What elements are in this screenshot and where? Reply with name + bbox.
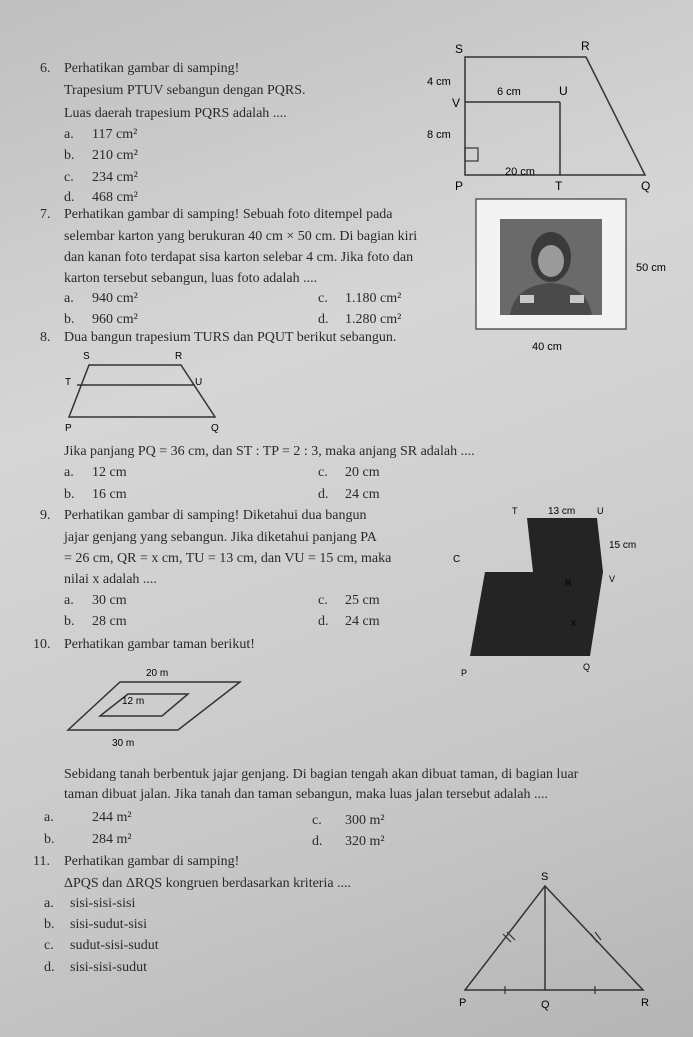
question-text: Perhatikan gambar di samping!: [64, 61, 240, 76]
question-text: selembar karton yang berukuran 40 cm × 50 cm. Di bagian kiri: [64, 229, 418, 244]
option-letter: b.: [64, 148, 75, 163]
trapezoid-pqrs: [69, 365, 215, 417]
length-inner: 12 m: [122, 696, 145, 707]
vertex-s: S: [455, 42, 464, 56]
length-pt: 20 cm: [505, 166, 535, 178]
photo-face: [538, 245, 564, 277]
length-vu: 6 cm: [497, 86, 521, 98]
option-letter: d.: [318, 487, 329, 502]
garden-figure: [60, 660, 280, 752]
option-letter: d.: [312, 834, 323, 849]
triangle-psr: [465, 886, 643, 990]
length-sv: 4 cm: [427, 76, 451, 88]
option-letter: c.: [318, 465, 328, 480]
question-number: 11.: [33, 854, 50, 869]
question-text: Jika panjang PQ = 36 cm, dan ST : TP = 2 : 3, maka anjang SR adalah ....: [64, 444, 475, 459]
option-letter: a.: [44, 810, 54, 825]
vertex-q: Q: [541, 999, 550, 1011]
option-text: 320 m²: [345, 834, 385, 849]
vertex-p: P: [65, 423, 72, 434]
right-angle-mark: [465, 148, 478, 161]
option-letter: d.: [318, 312, 329, 327]
option-text: 20 cm: [345, 465, 380, 480]
vertex-s: S: [541, 871, 549, 883]
small-parallelogram: [527, 518, 603, 572]
large-parallelogram: [470, 572, 603, 656]
option-letter: b.: [64, 614, 75, 629]
question-text: Perhatikan gambar di samping! Sebuah foto ditempel pada: [64, 207, 393, 222]
vertex-q: Q: [211, 423, 219, 434]
vertex-t: T: [555, 179, 563, 193]
trapezoid-pair-figure: [55, 345, 235, 437]
height-label: 50 cm: [636, 262, 666, 274]
question-text: karton tersebut sebangun, luas foto adalah ....: [64, 271, 318, 286]
vertex-p: P: [461, 668, 468, 678]
vertex-t: T: [65, 377, 72, 388]
option-letter: c.: [64, 170, 74, 185]
vertex-p: P: [455, 179, 464, 193]
length-bottom: 30 m: [112, 738, 135, 749]
question-number: 7.: [40, 207, 51, 222]
option-letter: d.: [318, 614, 329, 629]
length-vu: 15 cm: [609, 540, 637, 551]
option-text: 24 cm: [345, 614, 380, 629]
vertex-u: U: [559, 84, 568, 98]
vertex-u: U: [597, 506, 604, 516]
question-number: 6.: [40, 61, 51, 76]
option-text: 12 cm: [92, 465, 127, 480]
option-text: 117 cm²: [92, 127, 138, 142]
length-tu: 13 cm: [548, 506, 576, 517]
length-top: 20 m: [146, 668, 169, 679]
option-letter: c.: [318, 593, 328, 608]
vertex-s: S: [83, 351, 90, 362]
option-letter: d.: [64, 190, 75, 205]
option-letter: c.: [312, 813, 322, 828]
option-letter: a.: [64, 291, 74, 306]
option-text: 468 cm²: [92, 190, 138, 205]
option-text: 1.180 cm²: [345, 291, 402, 306]
question-number: 9.: [40, 508, 51, 523]
option-letter: c.: [318, 291, 328, 306]
parallelogram-pair-figure: [425, 500, 665, 685]
question-text: taman dibuat jalan. Jika tanah dan taman sebangun, maka luas jalan tersebut adalah ....: [64, 787, 548, 802]
option-letter: b.: [44, 832, 55, 847]
vertex-r: R: [641, 997, 649, 1009]
vertex-c: C: [453, 554, 461, 565]
option-text: 300 m²: [345, 813, 385, 828]
trapezoid-pqrs: [465, 57, 645, 175]
question-text: Luas daerah trapesium PQRS adalah ....: [64, 106, 287, 121]
vertex-q: Q: [583, 662, 591, 672]
vertex-v: V: [452, 96, 461, 110]
option-text: sudut-sisi-sudut: [70, 938, 159, 953]
option-text: 28 cm: [92, 614, 127, 629]
vertex-r: R: [581, 39, 590, 53]
option-text: sisi-sudut-sisi: [70, 917, 148, 932]
photo-badge: [570, 295, 584, 303]
question-number: 10.: [33, 637, 51, 652]
option-text: 284 m²: [92, 832, 132, 847]
question-text: Perhatikan gambar di samping! Diketahui dua bangun: [64, 508, 367, 523]
option-letter: b.: [64, 487, 75, 502]
option-text: 24 cm: [345, 487, 380, 502]
trapezoid-figure: [415, 35, 675, 195]
option-text: 16 cm: [92, 487, 127, 502]
option-letter: a.: [44, 896, 54, 911]
option-text: sisi-sisi-sudut: [70, 960, 148, 975]
tick-mark: [595, 932, 601, 940]
option-letter: b.: [44, 917, 55, 932]
triangle-figure: [445, 868, 665, 1018]
question-text: Perhatikan gambar di samping!: [64, 854, 240, 869]
option-text: 960 cm²: [92, 312, 138, 327]
photo-cardboard-figure: [470, 195, 685, 360]
question-text: Perhatikan gambar taman berikut!: [64, 637, 255, 652]
question-text: Dua bangun trapesium TURS dan PQUT berikut sebangun.: [64, 330, 397, 345]
option-text: sisi-sisi-sisi: [70, 896, 136, 911]
option-letter: b.: [64, 312, 75, 327]
option-letter: c.: [44, 938, 54, 953]
vertex-v: V: [609, 574, 616, 584]
question-text: ΔPQS dan ΔRQS kongruen berdasarkan kriteria ....: [64, 876, 352, 891]
question-text: dan kanan foto terdapat sisa karton selebar 4 cm. Jika foto dan: [64, 250, 414, 265]
option-letter: a.: [64, 127, 74, 142]
vertex-u: U: [195, 377, 203, 388]
vertex-r: R: [175, 351, 183, 362]
land-parallelogram: [68, 682, 240, 730]
option-letter: a.: [64, 593, 74, 608]
question-text: jajar genjang yang sebangun. Jika diketahui panjang PA: [64, 530, 377, 545]
question-text: Trapesium PTUV sebangun dengan PQRS.: [64, 83, 306, 98]
photo-badge: [520, 295, 534, 303]
vertex-p: P: [459, 997, 467, 1009]
option-text: 244 m²: [92, 810, 132, 825]
option-text: 30 cm: [92, 593, 127, 608]
option-text: 940 cm²: [92, 291, 138, 306]
tick-mark: [591, 934, 597, 942]
question-text: Sebidang tanah berbentuk jajar genjang. Di bagian tengah akan dibuat taman, di bagian luar: [64, 767, 579, 782]
length-vp: 8 cm: [427, 129, 451, 141]
vertex-q: Q: [641, 179, 651, 193]
width-label: 40 cm: [532, 341, 562, 353]
label-x: x: [571, 618, 576, 629]
question-number: 8.: [40, 330, 51, 345]
option-text: 210 cm²: [92, 148, 138, 163]
option-text: 25 cm: [345, 593, 380, 608]
option-letter: a.: [64, 465, 74, 480]
vertex-r: R: [565, 578, 572, 588]
question-text: = 26 cm, QR = x cm, TU = 13 cm, dan VU = 15 cm, maka: [64, 551, 392, 566]
vertex-t: T: [512, 506, 518, 516]
option-letter: d.: [44, 960, 55, 975]
option-text: 234 cm²: [92, 170, 138, 185]
option-text: 1.280 cm²: [345, 312, 402, 327]
question-text: nilai x adalah ....: [64, 572, 157, 587]
